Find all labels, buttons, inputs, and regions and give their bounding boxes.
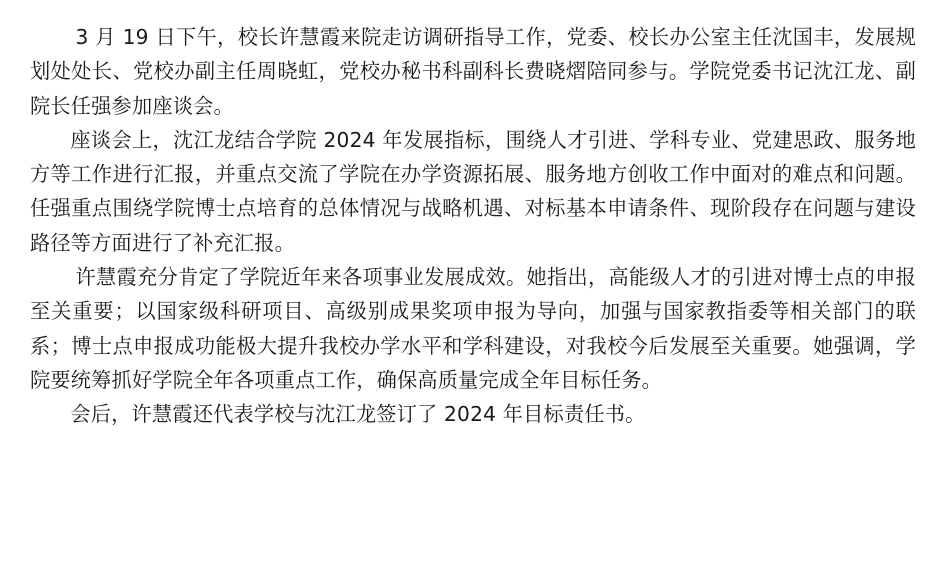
paragraph-remarks: 许慧霞充分肯定了学院近年来各项事业发展成效。她指出，高能级人才的引进对博士点的申报至关重要；以国家级科研项目、高级别成果奖项申报为导向，加强与国家教指委等相关部门的联系；博士点申报成功能极大提升我校办学水平和学科建设，对我校今后发展至关重要。她强调，学院要统筹抓好学院全年各项重点工作，确保高质量完成全年目标任务。 xyxy=(30,265,916,392)
paragraph-signing: 会后，许慧霞还代表学校与沈江龙签订了 2024 年目标责任书。 xyxy=(70,402,646,427)
paragraph-report: 座谈会上，沈江龙结合学院 2024 年发展指标，围绕人才引进、学科专业、党建思政、服务地方等工作进行汇报，并重点交流了学院在办学资源拓展、服务地方创收工作中面对的难点和问题。任强重点围绕学院博士点培育的总体情况与战略机遇、对标基本申请条件、现阶段存在问题与建设路径等方面进行了补充汇报。 xyxy=(30,127,916,255)
article-body xyxy=(30,20,916,432)
paragraph-visit: 3 月 19 日下午，校长许慧霞来院走访调研指导工作，党委、校长办公室主任沈国丰，发展规划处处长、党校办副主任周晓虹，党校办秘书科副科长费晓熠陪同参与。学院党委书记沈江龙、副院长任强参加座谈会。 xyxy=(30,25,916,118)
